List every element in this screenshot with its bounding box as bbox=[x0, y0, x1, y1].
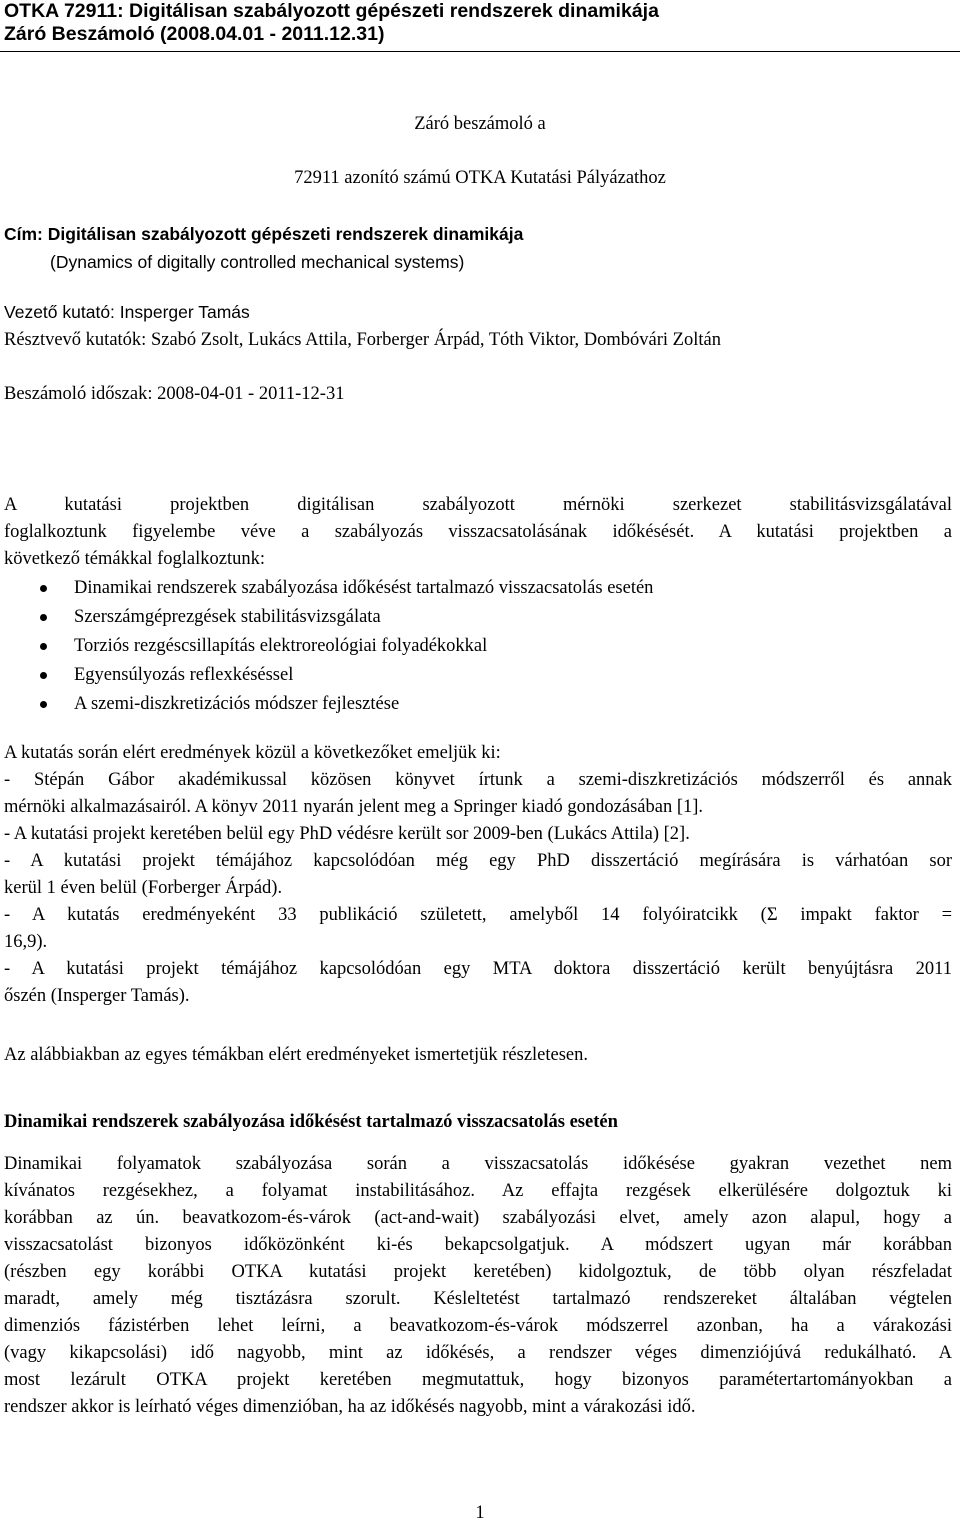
results-line: - A kutatási projekt témájához kapcsolódóan még egy PhD disszertáció megírására is várhatóan sor bbox=[4, 851, 952, 871]
page-number: 1 bbox=[475, 1503, 485, 1523]
bullet-icon bbox=[40, 701, 47, 708]
report-period: Beszámoló időszak: 2008-04-01 - 2011-12-31 bbox=[4, 384, 345, 404]
bullet-icon bbox=[40, 585, 47, 592]
header-line-1: OTKA 72911: Digitálisan szabályozott gépészeti rendszerek dinamikája bbox=[4, 0, 659, 22]
results-line: őszén (Insperger Tamás). bbox=[4, 986, 190, 1006]
section-line: korábban az ún. beavatkozom-és-várok (act-and-wait) szabályozási elvet, amely azon alapul, hogy a bbox=[4, 1208, 952, 1228]
header-rule bbox=[0, 51, 960, 52]
principal-investigator: Vezető kutató: Insperger Tamás bbox=[4, 302, 250, 322]
section-line: (vagy kikapcsolási) idő nagyobb, mint az időkésés, a rendszer véges dimenziójúvá redukálható. A bbox=[4, 1343, 952, 1363]
bullet-icon bbox=[40, 672, 47, 679]
section-line: kívánatos rezgésekhez, a folyamat instabilitásához. Az effajta rezgések elkerülésére dolgoztuk ki bbox=[4, 1181, 952, 1201]
list-item bbox=[0, 603, 960, 632]
results-line: - A kutatási projekt keretében belül egy PhD védésre került sor 2009-ben (Lukács Attila) [2]. bbox=[4, 824, 690, 844]
intro-paragraph bbox=[4, 492, 952, 573]
participants: Résztvevő kutatók: Szabó Zsolt, Lukács Attila, Forberger Árpád, Tóth Viktor, Dombóvári Zoltán bbox=[4, 330, 721, 350]
topic-text: Dinamikai rendszerek szabályozása időkésést tartalmazó visszacsatolás esetén bbox=[74, 578, 654, 598]
topic-text: Egyensúlyozás reflexkéséssel bbox=[74, 665, 294, 685]
bullet-icon bbox=[40, 614, 47, 621]
results-line: A kutatás során elért eredmények közül a következőket emeljük ki: bbox=[4, 743, 501, 763]
topic-text: Szerszámgéprezgések stabilitásvizsgálata bbox=[74, 607, 381, 627]
topic-list bbox=[0, 574, 960, 719]
list-item bbox=[0, 632, 960, 661]
summary-sentence: Az alábbiakban az egyes témákban elért eredményeket ismertetjük részletesen. bbox=[4, 1045, 589, 1065]
section-line: maradt, amely még tisztázásra szorult. Késleltetést tartalmazó rendszereket általában végtelen bbox=[4, 1289, 952, 1309]
results-line: - Stépán Gábor akadémikussal közösen könyvet írtunk a szemi-diszkretizációs módszerről és annak bbox=[4, 770, 952, 790]
results-line: - A kutatási projekt témájához kapcsolódóan egy MTA doktora disszertáció került benyújtásra 2011 bbox=[4, 959, 952, 979]
intro-line: foglalkoztunk figyelembe véve a szabályozás visszacsatolásának időkésését. A kutatási projektben a bbox=[4, 522, 952, 542]
results-paragraph bbox=[4, 740, 952, 1010]
intro-line: A kutatási projektben digitálisan szabályozott mérnöki szerkezet stabilitásvizsgálatával bbox=[4, 495, 952, 515]
running-header bbox=[4, 0, 960, 46]
intro-line: következő témákkal foglalkoztunk: bbox=[4, 549, 265, 569]
section-line: Dinamikai folyamatok szabályozása során a visszacsatolás időkésése gyakran vezethet nem bbox=[4, 1154, 952, 1174]
header-line-2: Záró Beszámoló (2008.04.01 - 2011.12.31) bbox=[4, 23, 385, 45]
results-line: 16,9). bbox=[4, 932, 48, 952]
topic-text: A szemi-diszkretizációs módszer fejlesztése bbox=[74, 694, 400, 714]
results-line: mérnöki alkalmazásairól. A könyv 2011 nyarán jelent meg a Springer kiadó gondozásában [1]. bbox=[4, 797, 704, 817]
project-title-english: (Dynamics of digitally controlled mechanical systems) bbox=[50, 252, 465, 272]
topic-text: Torziós rezgéscsillapítás elektroreológiai folyadékokkal bbox=[74, 636, 488, 656]
report-title: Záró beszámoló a bbox=[414, 114, 546, 134]
list-item bbox=[0, 661, 960, 690]
section-line: most lezárult OTKA projekt keretében megmutattuk, hogy bizonyos paramétertartományokban a bbox=[4, 1370, 952, 1390]
project-title: Cím: Digitálisan szabályozott gépészeti rendszerek dinamikája bbox=[4, 224, 524, 244]
section-paragraph bbox=[4, 1151, 952, 1421]
section-line: dimenziós fázistérben lehet leírni, a beavatkozom-és-várok módszerrel azonban, ha a várakozási bbox=[4, 1316, 952, 1336]
section-heading: Dinamikai rendszerek szabályozása időkésést tartalmazó visszacsatolás esetén bbox=[4, 1112, 618, 1132]
results-line: kerül 1 éven belül (Forberger Árpád). bbox=[4, 878, 283, 898]
results-line: - A kutatás eredményeként 33 publikáció született, amelyből 14 folyóiratcikk (Σ impakt faktor = bbox=[4, 905, 952, 925]
report-subtitle: 72911 azonító számú OTKA Kutatási Pályázathoz bbox=[294, 168, 666, 188]
list-item bbox=[0, 574, 960, 603]
section-line: rendszer akkor is leírható véges dimenzióban, ha az időkésés nagyobb, mint a várakozási idő. bbox=[4, 1397, 696, 1417]
section-line: (részben egy korábbi OTKA kutatási projekt keretében) kidolgoztuk, de több olyan részfeladat bbox=[4, 1262, 952, 1282]
bullet-icon bbox=[40, 643, 47, 650]
list-item bbox=[0, 690, 960, 719]
section-line: visszacsatolást bizonyos időközönként ki-és bekapcsolgatjuk. A módszert ugyan már korábban bbox=[4, 1235, 952, 1255]
